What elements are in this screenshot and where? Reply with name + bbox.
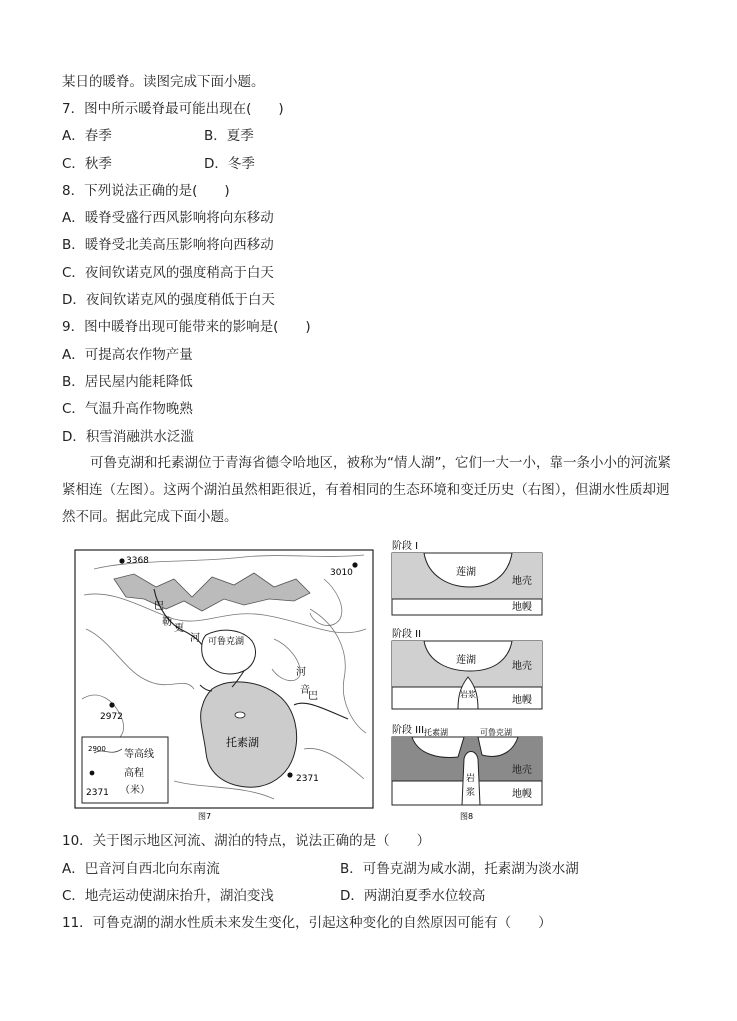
question-10-option-b: B．可鲁克湖为咸水湖，托素湖为淡水湖 — [340, 861, 579, 877]
figure-8-stages — [388, 537, 558, 823]
figure-8-caption: 图8 — [460, 812, 474, 821]
lake-label-big: 托素湖 — [226, 736, 259, 749]
question-9-option-c: C．气温升高作物晚熟 — [62, 401, 193, 417]
lake-label-small: 可鲁克湖 — [208, 637, 245, 647]
peak-label: 3010 — [330, 568, 353, 578]
peak-marker — [352, 562, 357, 567]
stage1-mantle: 地幔 — [512, 602, 532, 613]
question-8-option-d: D．夜间钦诺克风的强度稍低于白天 — [62, 292, 275, 308]
passage-text: 可鲁克湖和托素湖位于青海省德令哈地区，被称为“情人湖”，它们一大一小，靠一条小小的河流紧紧相连（左图）。这两个湖泊虽然相距很近，有着相同的生态环境和变迁历史（右图），但湖水性质却迥然不同。据此完成下面小题。 — [62, 455, 671, 525]
question-11-stem: 11．可鲁克湖的湖水性质未来发生变化，引起这种变化的自然原因可能有（ ） — [62, 915, 552, 931]
legend-elev-value: 2371 — [86, 788, 109, 798]
stage3-magma-2: 浆 — [466, 788, 476, 798]
stage2-magma: 岩浆 — [460, 690, 476, 699]
stage2-title: 阶段 II — [392, 629, 422, 640]
question-8-option-a: A．暖脊受盛行西风影响将向东移动 — [62, 210, 274, 226]
question-10-stem: 10．关于图示地区河流、湖泊的特点，说法正确的是（ ） — [62, 833, 431, 849]
river-char: 巴 — [154, 601, 164, 612]
stage3-lake-left: 托素湖 — [424, 728, 448, 737]
stage1-crust: 地壳 — [512, 576, 532, 587]
question-8-option-c: C．夜间钦诺克风的强度稍高于白天 — [62, 265, 274, 281]
stage2-lake: 莲湖 — [456, 655, 476, 666]
question-9-option-a: A．可提高农作物产量 — [62, 347, 193, 363]
stage1-title: 阶段 I — [392, 541, 419, 552]
legend-elev-label: 高程 — [124, 768, 144, 779]
stage2-crust: 地壳 — [512, 661, 532, 672]
river-char: 音 — [300, 685, 310, 696]
peak-label: 2371 — [296, 774, 319, 784]
peak-label: 3368 — [126, 556, 149, 566]
stage3-title: 阶段 III — [392, 725, 425, 736]
question-7-option-a: A．春季 — [62, 128, 112, 144]
river-char: 巴 — [308, 691, 318, 702]
question-9-option-d: D．积雪消融洪水泛滥 — [62, 429, 194, 445]
legend-contour-label: 等高线 — [124, 749, 154, 760]
question-10-option-c: C．地壳运动使湖床抬升，湖泊变浅 — [62, 888, 274, 904]
intro-tail: 某日的暖脊。读图完成下面小题。 — [62, 74, 265, 90]
stage3-lake-right: 可鲁克湖 — [480, 728, 512, 737]
question-10-option-a: A．巴音河自西北向东南流 — [62, 861, 220, 877]
stage2-mantle: 地幔 — [512, 695, 532, 706]
river-char: 勒 — [162, 617, 172, 628]
river-char: 更 — [174, 623, 184, 634]
figure-7-map — [74, 549, 374, 821]
question-7-stem: 7．图中所示暖脊最可能出现在( ) — [62, 101, 284, 117]
question-10-option-d: D．两湖泊夏季水位较高 — [340, 888, 486, 904]
question-9-stem: 9．图中暖脊出现可能带来的影响是( ) — [62, 319, 311, 335]
question-7-option-d: D．冬季 — [204, 156, 255, 172]
question-8-stem: 8．下列说法正确的是( ) — [62, 183, 230, 199]
legend-contour-value: 2900 — [88, 745, 106, 753]
question-8-option-b: B．暖脊受北美高压影响将向西移动 — [62, 237, 274, 253]
river-char: 河 — [190, 633, 200, 644]
question-7-option-b: B．夏季 — [204, 128, 254, 144]
peak-label: 2972 — [100, 712, 123, 722]
stage1-lake: 莲湖 — [456, 567, 476, 578]
stage3-magma-1: 岩 — [466, 774, 476, 784]
peak-marker — [109, 702, 114, 707]
stage3-mantle: 地幔 — [512, 789, 532, 800]
figure-7-caption: 图7 — [198, 812, 212, 821]
legend-elev-unit: （米） — [120, 785, 150, 796]
river-char: 河 — [296, 667, 306, 678]
question-7-option-c: C．秋季 — [62, 156, 112, 172]
passage — [62, 450, 674, 531]
stage3-crust: 地壳 — [512, 765, 532, 776]
peak-marker — [287, 772, 292, 777]
question-9-option-b: B．居民屋内能耗降低 — [62, 374, 193, 390]
peak-marker — [119, 558, 124, 563]
